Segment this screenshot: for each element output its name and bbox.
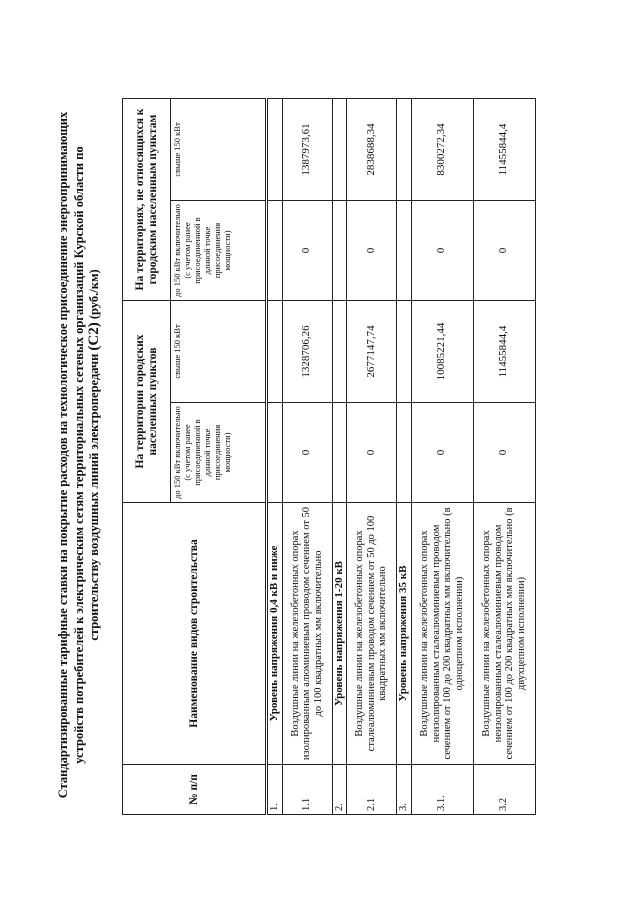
header-rural: На территориях, не относящихся к городским населенным пунктам: [123, 99, 171, 301]
header-name: Наименование видов строительства: [123, 503, 267, 765]
row-num: 2.1: [347, 765, 397, 815]
urban-over150-value: 11455844,4: [473, 301, 535, 403]
rural-upto150-value: 0: [282, 201, 332, 301]
title-line-1: Стандартизированные тарифные ставки на покрытие расходов на технологическое присоединение энергопринимающих: [56, 111, 70, 799]
title-line-3-pre: строительству воздушных линий электропередачи: [87, 353, 101, 641]
row-num: 1.: [267, 765, 283, 815]
level-name: Уровень напряжения 0,4 кВ и ниже: [267, 503, 283, 765]
table-row: [473, 99, 535, 815]
level-name: Уровень напряжения 35 кВ: [397, 503, 412, 765]
rural-over150-value: 8300272,34: [411, 99, 473, 201]
rural-over150-value: 2838688,34: [347, 99, 397, 201]
table-row: [282, 99, 332, 815]
table-row: [347, 99, 397, 815]
header-urban: На территории городских населенных пунктов: [123, 301, 171, 503]
level-row: [397, 99, 412, 815]
document-title: [56, 65, 103, 845]
urban-upto150-value: 0: [473, 403, 535, 503]
tariff-table: [122, 98, 536, 815]
urban-upto150-value: 0: [282, 403, 332, 503]
table-row: [411, 99, 473, 815]
rural-over150-value: 11455844,4: [473, 99, 535, 201]
header-rural-over150: свыше 150 кВт: [171, 99, 267, 201]
header-urban-over150: свыше 150 кВт: [171, 301, 267, 403]
row-name: Воздушные линии на железобетонных опорах неизолированным сталеалюминиевым проводом сечением от 100 до 200 квадратных мм включительно (в двухцепном исполнении): [473, 503, 535, 765]
level-name: Уровень напряжения 1-20 кВ: [332, 503, 347, 765]
title-line-2: устройств потребителей к электрическим сетям территориальных сетевых организаций Курской области по: [71, 146, 86, 764]
row-name: Воздушные линии на железобетонных опорах сталеалюминиевым проводом сечением от 50 до 100 квадратных мм включительно: [347, 503, 397, 765]
header-rural-upto150: до 150 кВт включительно (с учетом ранее присоединенной в данной точке присоединения мощности): [171, 201, 267, 301]
row-name: Воздушные линии на железобетонных опорах неизолированным сталеалюминиевым проводом сечением от 100 до 200 квадратных мм включительно (в одноцепном исполнении): [411, 503, 473, 765]
rural-upto150-value: 0: [473, 201, 535, 301]
header-urban-upto150: до 150 кВт включительно (с учетом ранее присоединенной в данной точке присоединения мощности): [171, 403, 267, 503]
row-num: 3.2: [473, 765, 535, 815]
header-num: № п/п: [123, 765, 267, 815]
row-num: 2.: [332, 765, 347, 815]
row-num: 3.1.: [411, 765, 473, 815]
row-num: 3.: [397, 765, 412, 815]
rural-upto150-value: 0: [411, 201, 473, 301]
rural-over150-value: 1387973,61: [282, 99, 332, 201]
urban-over150-value: 10085221,44: [411, 301, 473, 403]
title-unit: (руб./км): [87, 269, 101, 320]
level-row: [267, 99, 283, 815]
urban-upto150-value: 0: [347, 403, 397, 503]
rural-upto150-value: 0: [347, 201, 397, 301]
title-code: (С2): [86, 322, 102, 351]
row-name: Воздушные линии на железобетонных опорах изолированным алюминиевым проводом сечением от 50 до 100 квадратных мм включительно: [282, 503, 332, 765]
level-row: [332, 99, 347, 815]
urban-upto150-value: 0: [411, 403, 473, 503]
urban-over150-value: 2677147,74: [347, 301, 397, 403]
urban-over150-value: 1328706,26: [282, 301, 332, 403]
title-line-3: [87, 65, 103, 845]
row-num: 1.1: [282, 765, 332, 815]
